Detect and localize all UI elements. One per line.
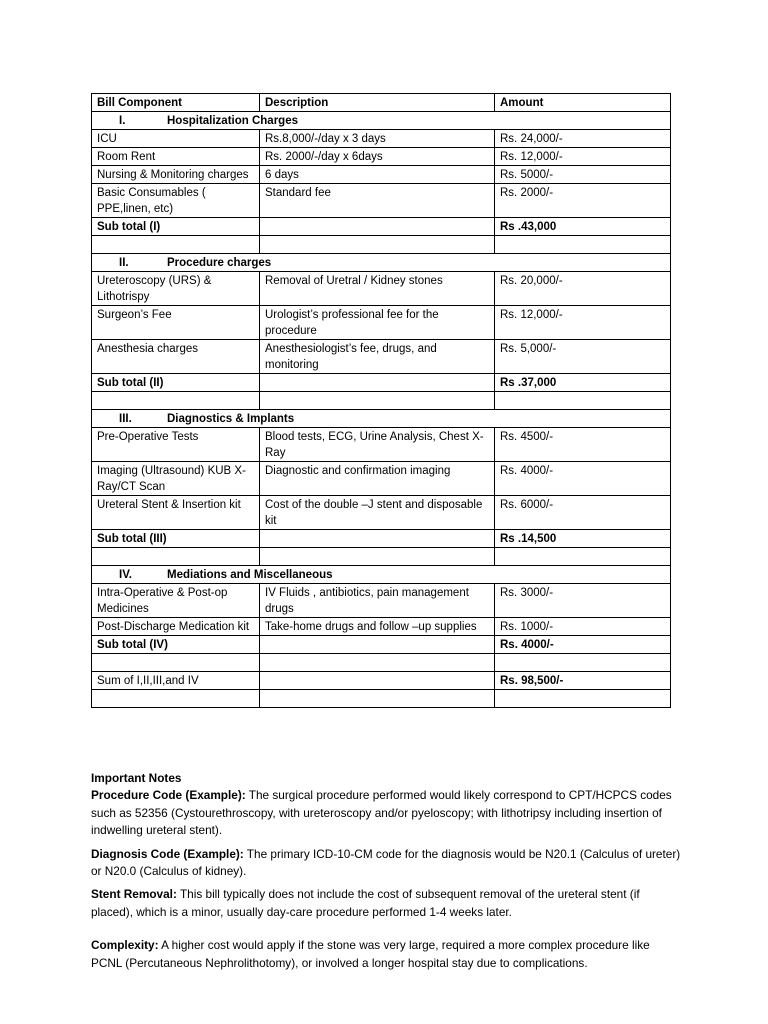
description-cell: Removal of Uretral / Kidney stones (260, 272, 495, 306)
table-row (92, 462, 671, 496)
note-text: This bill typically does not include the cost of subsequent removal of the ureteral stent (if placed), which is a minor, usually day-care procedure performed 1-4 weeks later. (91, 887, 640, 919)
header-amount: Amount (495, 94, 671, 112)
subtotal-amount: Rs. 4000/- (495, 636, 671, 654)
section-heading-row (92, 410, 671, 428)
subtotal-row (92, 636, 671, 654)
description-cell: Take-home drugs and follow –up supplies (260, 618, 495, 636)
amount-cell: Rs. 12,000/- (495, 148, 671, 166)
section-title: Mediations and Miscellaneous (167, 569, 333, 581)
spacer-row (92, 548, 671, 566)
description-cell: IV Fluids , antibiotics, pain management drugs (260, 584, 495, 618)
note-diagnosis-code (91, 846, 681, 881)
amount-cell: Rs. 6000/- (495, 496, 671, 530)
description-cell: Anesthesiologist’s fee, drugs, and monitoring (260, 340, 495, 374)
table-row (92, 496, 671, 530)
table-row (92, 618, 671, 636)
description-cell: Standard fee (260, 184, 495, 218)
section-number: II. (119, 257, 129, 269)
table-row (92, 428, 671, 462)
description-cell: 6 days (260, 166, 495, 184)
total-amount: Rs. 98,500/- (495, 672, 671, 690)
section-title: Hospitalization Charges (167, 115, 298, 127)
description-cell: Urologist’s professional fee for the procedure (260, 306, 495, 340)
subtotal-label: Sub total (II) (92, 374, 260, 392)
bill-component-cell: Surgeon’s Fee (92, 306, 260, 340)
bill-component-cell: ICU (92, 130, 260, 148)
subtotal-amount: Rs .43,000 (495, 218, 671, 236)
table-row (92, 166, 671, 184)
bill-component-cell: Ureteroscopy (URS) & Lithotrispy (92, 272, 260, 306)
section-heading-row (92, 566, 671, 584)
important-notes (91, 770, 681, 972)
table-header-row (92, 94, 671, 112)
section-number: III. (119, 413, 132, 425)
section-number: I. (119, 115, 126, 127)
bill-component-cell: Post-Discharge Medication kit (92, 618, 260, 636)
header-description: Description (260, 94, 495, 112)
bill-component-cell: Pre-Operative Tests (92, 428, 260, 462)
amount-cell: Rs. 5,000/- (495, 340, 671, 374)
table-row (92, 130, 671, 148)
bill-component-cell: Imaging (Ultrasound) KUB X-Ray/CT Scan (92, 462, 260, 496)
note-procedure-code (91, 787, 681, 839)
note-stent-removal (91, 886, 681, 921)
bill-component-cell: Basic Consumables ( PPE,linen, etc) (92, 184, 260, 218)
amount-cell: Rs. 2000/- (495, 184, 671, 218)
subtotal-row (92, 218, 671, 236)
description-cell: Blood tests, ECG, Urine Analysis, Chest X-Ray (260, 428, 495, 462)
subtotal-label: Sub total (III) (92, 530, 260, 548)
bill-component-cell: Ureteral Stent & Insertion kit (92, 496, 260, 530)
header-bill-component: Bill Component (92, 94, 260, 112)
note-text: A higher cost would apply if the stone was very large, required a more complex procedure like PCNL (Percutaneous Nephrolithotomy), or involved a longer hospital stay due to complications. (91, 938, 650, 970)
subtotal-row (92, 374, 671, 392)
description-cell: Rs. 2000/-/day x 6days (260, 148, 495, 166)
table-row (92, 306, 671, 340)
subtotal-amount: Rs .14,500 (495, 530, 671, 548)
note-complexity (91, 937, 681, 972)
spacer-row (92, 654, 671, 672)
amount-cell: Rs. 4000/- (495, 462, 671, 496)
spacer-row (92, 392, 671, 410)
amount-cell: Rs. 1000/- (495, 618, 671, 636)
amount-cell: Rs. 5000/- (495, 166, 671, 184)
section-heading-row (92, 112, 671, 130)
spacer-row (92, 236, 671, 254)
total-label: Sum of I,II,III,and IV (92, 672, 260, 690)
amount-cell: Rs. 12,000/- (495, 306, 671, 340)
bill-component-cell: Intra-Operative & Post-op Medicines (92, 584, 260, 618)
subtotal-amount: Rs .37,000 (495, 374, 671, 392)
note-label: Stent Removal: (91, 887, 177, 902)
note-text: The surgical procedure performed would likely correspond to CPT/HCPCS codes such as 52356 (Cystourethroscopy, with ureteroscopy and/or pyeloscopy; with lithotripsy including insertion of indwelling ureteral stent). (91, 788, 672, 838)
grand-total-row (92, 672, 671, 690)
description-cell: Rs.8,000/-/day x 3 days (260, 130, 495, 148)
amount-cell: Rs. 24,000/- (495, 130, 671, 148)
table-row (92, 184, 671, 218)
note-label: Diagnosis Code (Example): (91, 846, 244, 861)
table-row (92, 584, 671, 618)
table-row (92, 272, 671, 306)
section-number: IV. (119, 569, 133, 581)
amount-cell: Rs. 3000/- (495, 584, 671, 618)
note-text: The primary ICD-10-CM code for the diagnosis would be N20.1 (Calculus of ureter) or N20.0 (Calculus of kidney). (91, 846, 681, 879)
bill-component-cell: Room Rent (92, 148, 260, 166)
bill-table (91, 93, 671, 708)
bill-component-cell: Nursing & Monitoring charges (92, 166, 260, 184)
amount-cell: Rs. 4500/- (495, 428, 671, 462)
note-label: Complexity: (91, 938, 159, 953)
note-label: Procedure Code (Example): (91, 788, 246, 803)
bill-component-cell: Anesthesia charges (92, 340, 260, 374)
section-title: Diagnostics & Implants (167, 413, 295, 425)
description-cell: Cost of the double –J stent and disposable kit (260, 496, 495, 530)
section-heading-row (92, 254, 671, 272)
section-title: Procedure charges (167, 257, 272, 269)
description-cell: Diagnostic and confirmation imaging (260, 462, 495, 496)
table-row (92, 340, 671, 374)
spacer-row (92, 690, 671, 708)
subtotal-row (92, 530, 671, 548)
notes-heading: Important Notes (91, 771, 182, 785)
subtotal-label: Sub total (IV) (92, 636, 260, 654)
amount-cell: Rs. 20,000/- (495, 272, 671, 306)
subtotal-label: Sub total (I) (92, 218, 260, 236)
table-row (92, 148, 671, 166)
